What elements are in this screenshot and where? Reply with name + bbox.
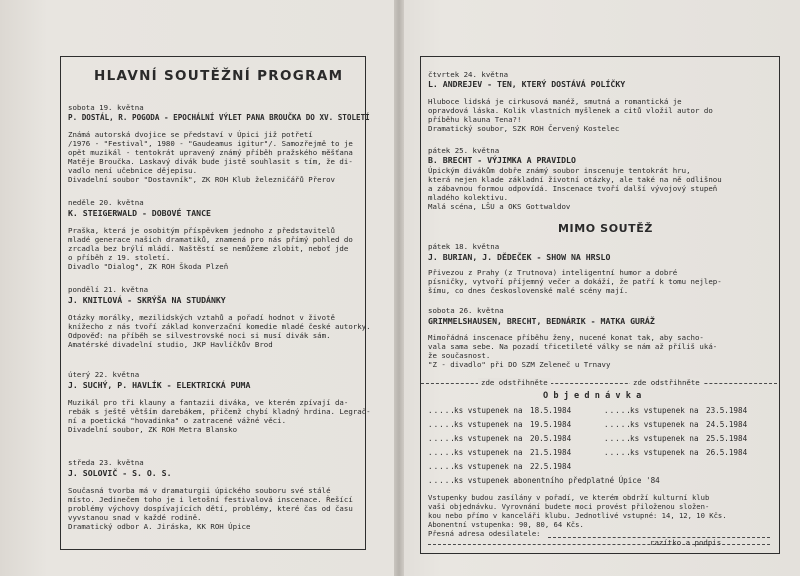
order-blank[interactable]: ..... (428, 406, 456, 415)
entry-line: Malá scéna, LŠU a OKS Gottwaldov (428, 202, 571, 211)
entry-line: šímu, co dnes československé malé scény mají. (428, 286, 629, 295)
entry-line: a zábavnou formou odpovídá. Inscenace tvoří další vývojový stupeň (428, 184, 718, 193)
entry-date: čtvrtek 24. května (428, 70, 509, 79)
entry-date: sobota 19. května (68, 103, 144, 112)
order-row (426, 462, 776, 474)
order-blank[interactable]: ..... (428, 462, 456, 471)
entry-line: která nejen klade základní životní otázky, ale také na ně odlišnou (428, 175, 722, 184)
entry-line: Dramatický soubor, SZK ROH Červený Kostelec (428, 124, 620, 133)
entry-line: Amatérské divadelní studio, JKP Havlíčkův Brod (68, 340, 273, 349)
entry-date: úterý 22. května (68, 370, 140, 379)
entry-header: J. SOLOVIČ - S. O. S. (68, 468, 172, 478)
order-blank[interactable]: ..... (604, 420, 632, 429)
order-prefix: ks vstupenek na (454, 434, 523, 443)
entry-line: Hluboce lidská je cirkusová manéž, smutná a romantická je (428, 97, 682, 106)
entry-line: Úpickým divákům dobře známý soubor inscenuje tentokrát hru, (428, 166, 691, 175)
cut-line (421, 383, 777, 384)
entry-line: Divadelní soubor "Dostavník", ZK ROH Klub železničářů Přerov (68, 175, 335, 184)
stamp-label: razítko a podpis (650, 538, 722, 547)
order-date: 26.5.1984 (706, 448, 748, 457)
order-date: 21.5.1984 (530, 448, 572, 457)
entry-line: Mimořádná inscenace příběhu ženy, nucené konat tak, aby sacho- (428, 333, 704, 342)
entry-line: vyvstanou snad v každé rodině. (68, 513, 202, 522)
entry-line: že současnost. (428, 351, 491, 360)
entry-header: J. KNITLOVÁ - SKRÝŠA NA STUDÁNKY (68, 295, 226, 305)
entry-line: vadlo není učebnice dějepisu. (68, 166, 198, 175)
entry-line: /1976 - "Festival", 1980 - "Gaudeamus igitur"/. Samozřejmě to je (68, 139, 353, 148)
entry-line: příběhu klauna Tena?! (428, 115, 522, 124)
footer-line: Vstupenky budou zasílány v pořadí, ve kterém obdrží kulturní klub (428, 493, 710, 502)
order-blank[interactable]: ..... (428, 476, 456, 485)
entry-date: pátek 25. května (428, 146, 500, 155)
order-blank[interactable]: ..... (604, 406, 632, 415)
entry-date: sobota 26. května (428, 306, 504, 315)
entry-line: Přivezou z Prahy (z Trutnova) inteligentní humor a dobré (428, 268, 678, 277)
entry-line: vala sama sebe. Na pozadí třicetileté války se nám až příliš uká- (428, 342, 718, 351)
entry-line: Známá autorská dvojice se představí v Úpici již potřetí (68, 130, 313, 139)
entry-line: Divadlo "Dialog", ZK ROH Škoda Plzeň (68, 262, 229, 271)
entry-date: středa 23. května (68, 458, 144, 467)
order-prefix: ks vstupenek na (454, 448, 523, 457)
order-blank[interactable]: ..... (604, 434, 632, 443)
order-prefix: ks vstupenek na (630, 406, 699, 415)
order-date: 25.5.1984 (706, 434, 748, 443)
address-label: Přesná adresa odesilatele: (428, 529, 541, 538)
entry-line: Matěje Broučka. Laskavý divák bude jistě souhlasit s tím, že di- (68, 157, 353, 166)
order-prefix: ks vstupenek na (454, 462, 523, 471)
entry-date: neděle 20. května (68, 198, 144, 207)
entry-line: Dramatický odbor A. Jiráska, KK ROH Úpice (68, 522, 251, 531)
order-date: 23.5.1984 (706, 406, 748, 415)
entry-header: J. BURIAN, J. DĚDEČEK - SHOW NA HRSLO (428, 252, 611, 262)
entry-header: K. STEIGERWALD - DOBOVÉ TANCE (68, 208, 211, 218)
footer-line: vaši objednávku. Vyrovnání budete moci provést přiloženou složen- (428, 502, 710, 511)
entry-line: Současná tvorba má v dramaturgii úpického souboru své stálé (68, 486, 331, 495)
program-title: HLAVNÍ SOUTĚŽNÍ PROGRAM (94, 68, 344, 84)
entry-line: o příběh z 19. století. (68, 253, 171, 262)
entry-date: pondělí 21. května (68, 285, 149, 294)
entry-date: pátek 18. května (428, 242, 500, 251)
order-row (426, 448, 776, 460)
order-title: O b j e d n á v k a (543, 391, 642, 401)
order-date: 20.5.1984 (530, 434, 572, 443)
entry-line: Otázky morálky, mezilidských vztahů a pořadí hodnot v životě (68, 313, 335, 322)
order-row (426, 406, 776, 418)
order-blank[interactable]: ..... (428, 448, 456, 457)
order-date: 24.5.1984 (706, 420, 748, 429)
order-prefix: ks vstupenek na (454, 420, 523, 429)
order-prefix: ks vstupenek na (630, 448, 699, 457)
entry-header: P. DOSTÁL, R. POGODA - EPOCHÁLNÍ VÝLET PANA BROUČKA DO XV. STOLETÍ (68, 113, 370, 122)
entry-line: problémy výchovy dospívajících dětí, problémy, které čas od času (68, 504, 353, 513)
footer-line: Abonentní vstupenka: 90, 80, 64 Kčs. (428, 520, 584, 529)
entry-line: Praška, která je osobitým příspěvkem jednoho z představitelů (68, 226, 335, 235)
entry-header: L. ANDREJEV - TEN, KTERÝ DOSTÁVÁ POLÍČKY (428, 79, 626, 89)
order-blank[interactable]: ..... (428, 434, 456, 443)
order-row (426, 420, 776, 432)
order-prefix: ks vstupenek na (630, 434, 699, 443)
entry-line: opět muzikál - tentokrát upravený známý příběh pražského měšťana (68, 148, 353, 157)
cut-label-right: zde odstřihněte (630, 378, 703, 387)
entry-line: Muzikál pro tři klauny a fantazii diváka, ve kterém zpívají da- (68, 398, 349, 407)
entry-line: opravdová láska. Kolik vlastních myšlenek a citů vložil autor do (428, 106, 713, 115)
entry-header: B. BRECHT - VÝJIMKA A PRAVIDLO (428, 155, 576, 165)
order-date: 19.5.1984 (530, 420, 572, 429)
order-row (426, 476, 776, 488)
entry-header: J. SUCHÝ, P. HAVLÍK - ELEKTRICKÁ PUMA (68, 380, 251, 390)
entry-line: rebák s ještě větším darebákem, přičemž chybí kladný hrdina. Legrač- (68, 407, 371, 416)
order-date: 22.5.1984 (530, 462, 572, 471)
entry-line: místo. Jedinečem toho je i letošní festivalová inscenace. Řešící (68, 495, 353, 504)
entry-line: mladého kolektivu. (428, 193, 509, 202)
entry-line: knížecho z nás tvoří základ konverzační komedie mladé české autorky. (68, 322, 371, 331)
entry-line: Divadelní soubor, ZK ROH Metra Blansko (68, 425, 238, 434)
order-blank[interactable]: ..... (428, 420, 456, 429)
entry-header: GRIMMELSHAUSEN, BRECHT, BEDNÁRIK - MATKA GURÁŽ (428, 316, 655, 326)
mimo-soutez-title: MIMO SOUTĚŽ (558, 222, 653, 235)
entry-line: ní a poetická "hovadinka" o zatracené vážné věci. (68, 416, 287, 425)
entry-line: písničky, vytvoří příjemný večer a dokáží, že patří k tomu nejlep- (428, 277, 722, 286)
order-blank[interactable]: ..... (604, 448, 632, 457)
footer-line: kou nebo přímo v kanceláři klubu. Jednotlivé vstupné: 14, 12, 10 Kčs. (428, 511, 727, 520)
booklet-fold (394, 0, 404, 576)
entry-line: mladé generace našich dramatiků, znamená pro nás přímý pohled do (68, 235, 353, 244)
order-prefix: ks vstupenek na (454, 406, 523, 415)
order-row (426, 434, 776, 446)
cut-label-left: zde odstřihněte (478, 378, 551, 387)
order-abonent: ks vstupenek abonentního předplatné Úpice '84 (454, 476, 660, 485)
entry-line: "Z - divadlo" při DO SZM Zeleneč u Trnavy (428, 360, 611, 369)
entry-line: zrcadla bez brýlí mládí. Naštěstí se nemůžeme zlobit, neboť jde (68, 244, 349, 253)
order-prefix: ks vstupenek na (630, 420, 699, 429)
order-date: 18.5.1984 (530, 406, 572, 415)
entry-line: Odpověď: na příběh se silvestrovské noci si musí divák sám. (68, 331, 331, 340)
